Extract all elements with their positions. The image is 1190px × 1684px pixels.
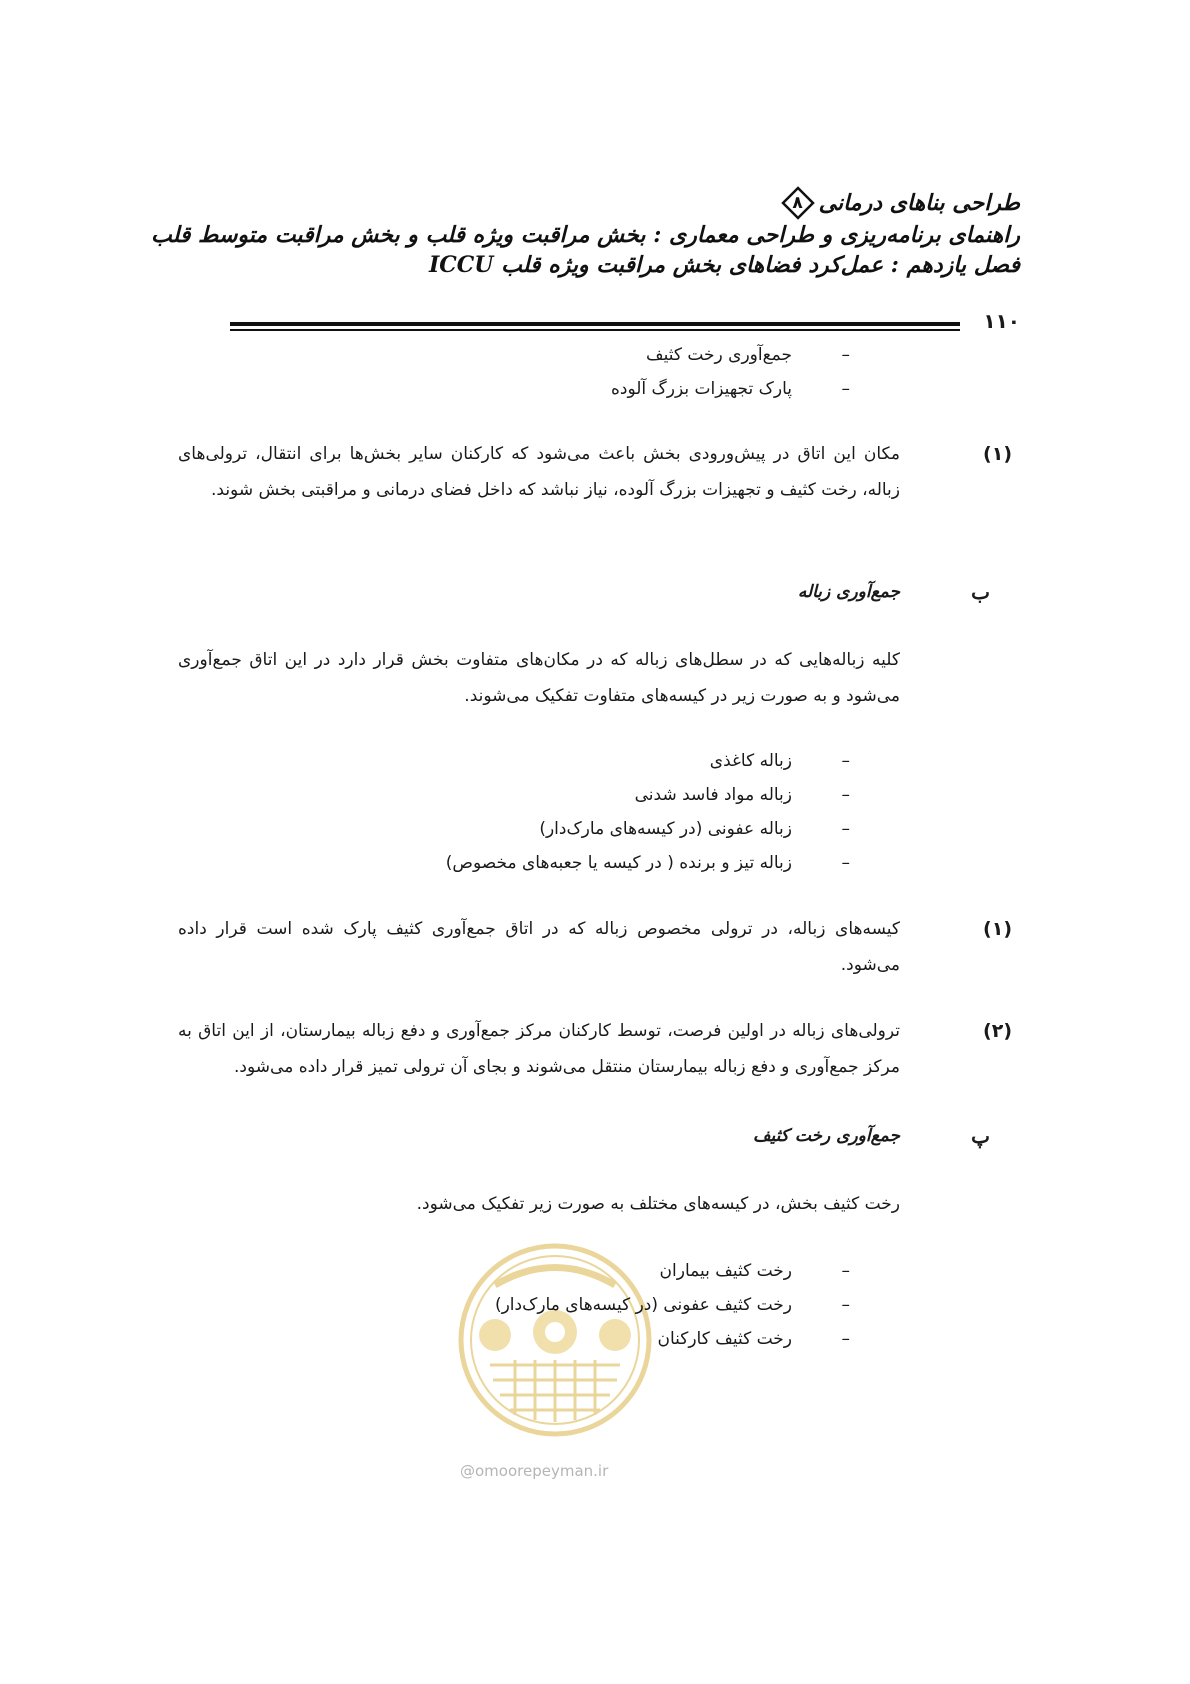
note-number: (۲) <box>983 1020 1012 1042</box>
section-intro: کلیه زباله‌هایی که در سطل‌های زباله که در مکان‌های متفاوت بخش قرار دارد در این اتاق جمع‌آوری می‌شود و به صورت زیر در کیسه‌های متفاوت تفکیک می‌شوند. <box>178 650 900 706</box>
running-header <box>151 186 1020 280</box>
volume-diamond-badge <box>781 186 815 220</box>
equipment-list <box>611 338 850 406</box>
section-title: جمع‌آوری زباله <box>797 582 900 602</box>
note-text: کیسه‌های زباله، در ترولی مخصوص زباله که در اتاق جمع‌آوری کثیف پارک شده است قرار داده می‌شود. <box>178 919 900 975</box>
section-letter: ب <box>971 580 990 604</box>
list-item: – رخت کثیف بیماران <box>659 1261 850 1281</box>
dirty-linen-list <box>495 1254 850 1356</box>
book-title: راهنمای برنامه‌ریزی و طراحی معماری : بخش مراقبت ویژه قلب و بخش مراقبت متوسط قلب <box>151 222 1020 248</box>
list-item: – زباله مواد فاسد شدنی <box>634 785 850 805</box>
series-title-row <box>190 186 1020 220</box>
series-title: طراحی بناهای درمانی <box>818 190 1020 216</box>
volume-number: ۸ <box>792 193 803 213</box>
section-title: جمع‌آوری رخت کثیف <box>752 1126 900 1146</box>
note-number: (۱) <box>983 443 1012 465</box>
header-rule <box>230 322 960 331</box>
watermark-url: @omoorepeyman.ir <box>460 1462 609 1480</box>
waste-type-list <box>446 744 850 880</box>
list-item: – رخت کثیف کارکنان <box>657 1329 850 1349</box>
list-item: – زباله عفونی (در کیسه‌های مارک‌دار) <box>539 819 850 839</box>
chapter-title: فصل یازدهم : عمل‌کرد فضاهای بخش مراقبت ویژه قلب ICCU <box>428 252 1020 278</box>
list-item: – پارک تجهیزات بزرگ آلوده <box>610 379 850 399</box>
list-item: – رخت کثیف عفونی (در کیسه‌های مارک‌دار) <box>494 1295 850 1315</box>
note-number: (۱) <box>983 918 1012 940</box>
page-number: ۱۱۰ <box>983 309 1020 333</box>
section-intro: رخت کثیف بخش، در کیسه‌های مختلف به صورت زیر تفکیک می‌شود. <box>416 1194 900 1214</box>
note-text: ترولی‌های زباله در اولین فرصت، توسط کارکنان مرکز جمع‌آوری و دفع زباله بیمارستان، از این اتاق به مرکز جمع‌آوری و دفع زباله بیمارستان منتقل می‌شوند و بجای آن ترولی تمیز قرار داده می‌شود. <box>178 1021 900 1077</box>
note-text: مکان این اتاق در پیش‌ورودی بخش باعث می‌شود که کارکنان سایر بخش‌ها برای انتقال، ترولی‌های زباله، رخت کثیف و تجهیزات بزرگ آلوده، نیاز نباشد که داخل فضای درمانی و مراقبتی بخش شوند. <box>178 444 900 500</box>
list-item: – جمع‌آوری رخت کثیف <box>645 345 850 365</box>
list-item: – زباله کاغذی <box>709 751 850 771</box>
list-item: – زباله تیز و برنده ( در کیسه یا جعبه‌های مخصوص) <box>445 853 850 873</box>
section-letter: پ <box>971 1124 990 1148</box>
